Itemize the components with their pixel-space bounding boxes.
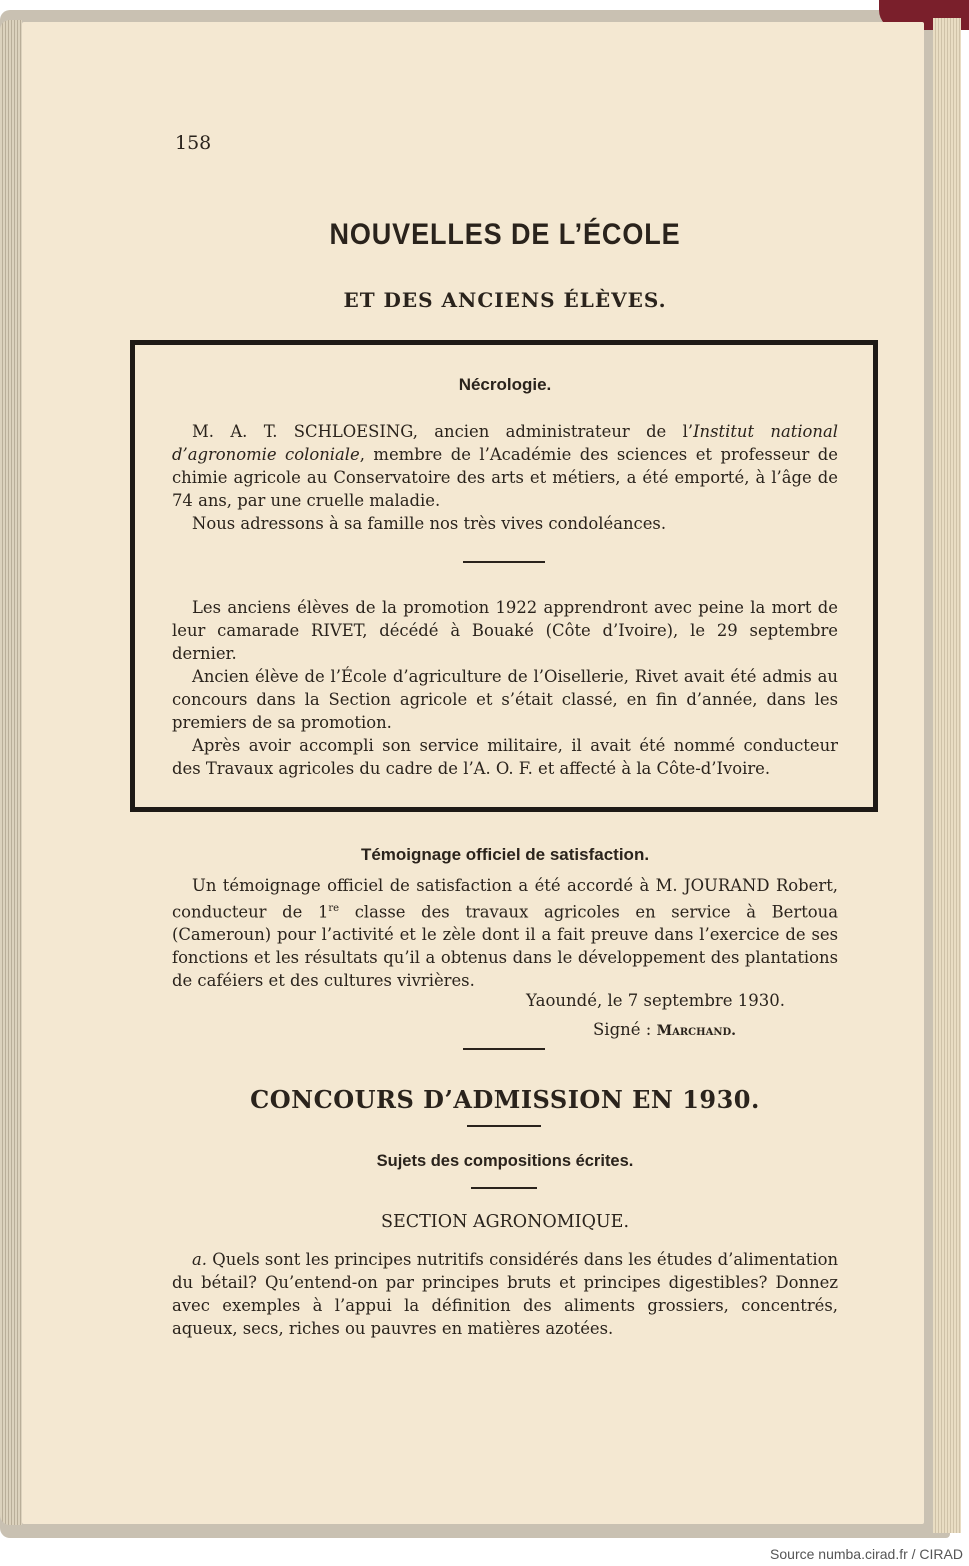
necrologie-paragraph-5: Après avoir accompli son service militaire, il avait été nommé conducteur des Travaux agricoles du cadre de l’A. O. F. et affecté à la Côte-d’Ivoire. xyxy=(172,736,838,778)
signature-name: Marchand. xyxy=(656,1023,737,1039)
page-title: NOUVELLES DE L’ÉCOLE xyxy=(329,218,681,251)
temoignage-text-start: Un témoignage officiel de satisfaction a été accordé à M. JOURAND Robert, conducteur de 1 xyxy=(172,876,838,922)
temoignage-ordinal: re xyxy=(328,903,340,914)
necrologie-paragraph-3: Les anciens élèves de la promotion 1922 apprendront avec peine la mort de leur camarade RIVET, décédé à Bouaké (Côte d’Ivoire), le 29 septembre dernier. xyxy=(172,598,838,663)
source-credit: Source numba.cirad.fr / CIRAD xyxy=(770,1546,963,1562)
necrologie-paragraph-4: Ancien élève de l’École d’agriculture de l’Oisellerie, Rivet avait été admis au concours dans la Section agricole et s’était classé, en fin d’année, dans les premiers de sa promotion. xyxy=(172,667,838,732)
necrologie-divider xyxy=(463,561,545,563)
signature-label: Signé : xyxy=(593,1020,652,1039)
section-divider-1 xyxy=(463,1048,545,1050)
section-divider-3 xyxy=(471,1187,537,1189)
temoignage-paragraph xyxy=(172,874,838,992)
temoignage-heading: Témoignage officiel de satisfaction. xyxy=(360,845,650,864)
concours-subheading: Sujets des compositions écrites. xyxy=(376,1152,634,1170)
section-agronomique-heading: SECTION AGRONOMIQUE. xyxy=(380,1212,630,1232)
question-a xyxy=(172,1248,838,1340)
question-letter: a. xyxy=(192,1250,207,1269)
temoignage-place-date: Yaoundé, le 7 septembre 1930. xyxy=(526,991,786,1010)
temoignage-text-end: classe des travaux agricoles en service à Bertoua (Cameroun) pour l’activité et le zèle dont il a fait preuve dans l’exercice de ses fonctions et les résultats qu’il a obtenus dans le développement des plantations de caféiers et des cultures vivrières. xyxy=(172,902,838,991)
necrologie-paragraph-1 xyxy=(172,420,838,535)
section-divider-2 xyxy=(467,1125,541,1127)
necrologie-heading: Nécrologie. xyxy=(458,375,552,394)
page-number: 158 xyxy=(175,132,212,154)
necrologie-paragraph-2: Nous adressons à sa famille nos très vives condoléances. xyxy=(192,514,667,533)
necrologie-institute-name: Institut national d’agronomie coloniale xyxy=(172,422,838,464)
question-text: Quels sont les principes nutritifs considérés dans les études d’alimentation du bétail? Qu’entend-on par principes bruts et principes digestibles? Donnez avec exemples à l’appui la définition des aliments grossiers, concentrés, aqueux, secs, riches ou pauvres en matières azotées. xyxy=(172,1250,839,1338)
necrologie-para1-start: M. A. T. SCHLOESING, ancien administrateur de l’ xyxy=(192,422,694,441)
concours-title: CONCOURS D’ADMISSION EN 1930. xyxy=(250,1085,760,1114)
necrologie-para1-end: , membre de l’Académie des sciences et professeur de chimie agricole au Conservatoire des arts et métiers, a été emporté, à l’âge de 74 ans, par une cruelle maladie. xyxy=(172,445,838,510)
left-page-edges xyxy=(0,20,22,1525)
necrologie-rivet-block xyxy=(172,596,838,780)
temoignage-signature xyxy=(593,1020,736,1039)
page-subtitle: ET DES ANCIENS ÉLÈVES. xyxy=(343,288,667,312)
